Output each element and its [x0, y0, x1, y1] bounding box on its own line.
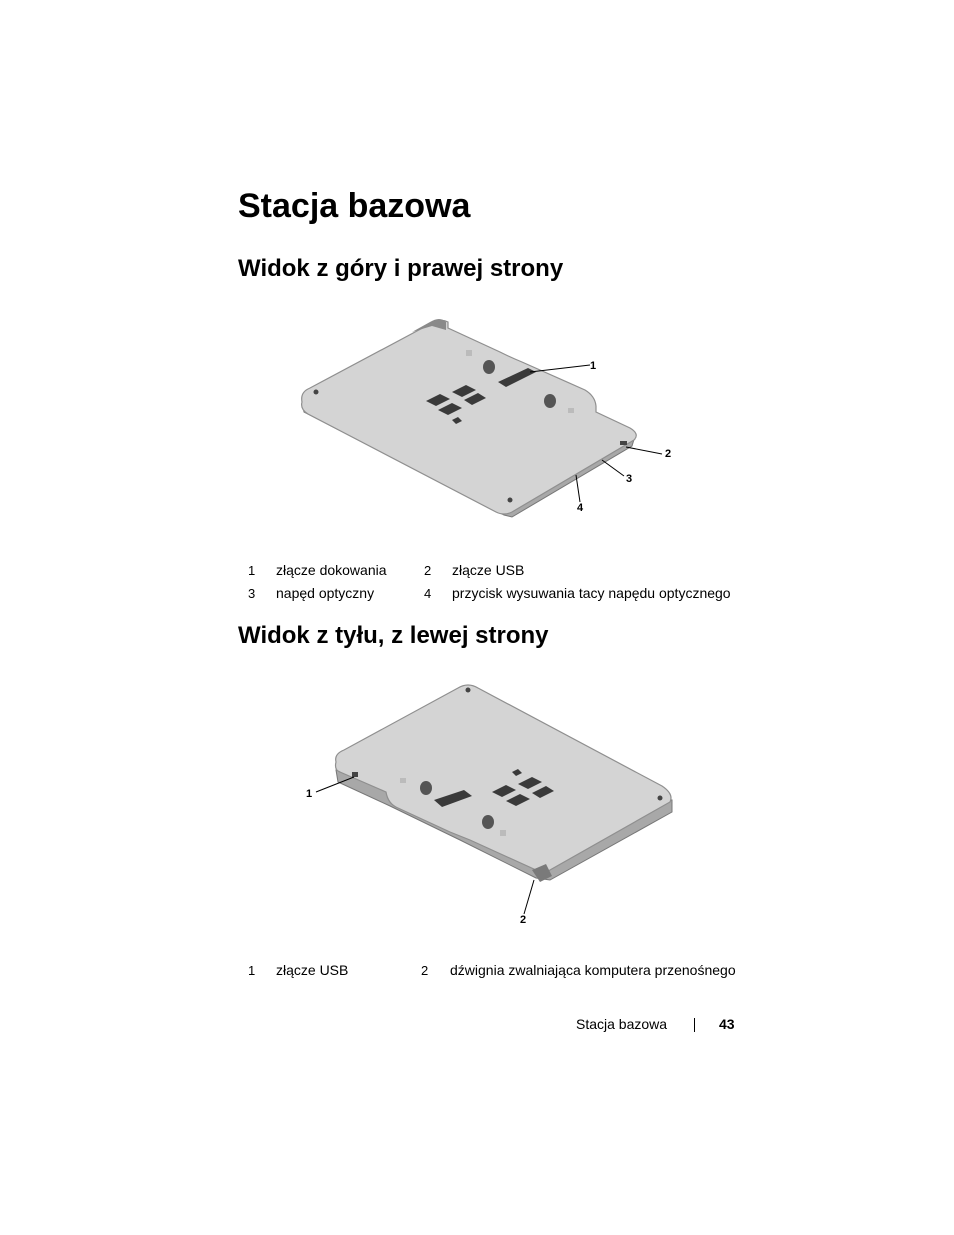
small-bump-1 — [466, 350, 472, 356]
legend1-label-1: złącze dokowania — [276, 562, 387, 578]
callout-2: 2 — [520, 914, 527, 926]
leader-line-4 — [576, 475, 580, 502]
leader-line-1 — [530, 365, 590, 372]
guide-pin-1 — [483, 360, 495, 374]
dock-top-surface — [302, 320, 637, 514]
small-bump-2 — [568, 408, 574, 413]
legend2-num-2: 2 — [421, 963, 429, 978]
dock-top-surface — [336, 685, 672, 873]
legend2-label-1: złącze USB — [276, 962, 349, 978]
foot-2 — [508, 498, 513, 503]
legend1-label-2: złącze USB — [452, 562, 525, 578]
callout-3: 3 — [626, 473, 633, 485]
legend1-num-2: 2 — [424, 563, 432, 578]
legend1-num-3: 3 — [248, 586, 256, 601]
foot-2 — [658, 796, 663, 801]
page-title: Stacja bazowa — [238, 187, 471, 225]
guide-pin-1 — [420, 781, 432, 795]
legend2-label-2: dźwignia zwalniająca komputera przenośnego — [450, 962, 736, 978]
leader-line-3 — [602, 460, 624, 476]
callout-1: 1 — [590, 360, 597, 372]
callout-4: 4 — [577, 502, 584, 514]
legend1-num-1: 1 — [248, 563, 256, 578]
callout-1: 1 — [306, 788, 313, 800]
footer-page-number: 43 — [719, 1016, 735, 1032]
section-heading-top-right-view: Widok z góry i prawej strony — [238, 255, 564, 282]
dock-top-right-view-illustration — [290, 310, 680, 530]
usb-port — [352, 772, 358, 777]
small-bump-2 — [500, 830, 506, 836]
guide-pin-2 — [544, 394, 556, 408]
foot-1 — [314, 390, 319, 395]
usb-port — [620, 441, 627, 445]
legend1-label-3: napęd optyczny — [276, 585, 375, 601]
footer-section-name: Stacja bazowa — [576, 1016, 668, 1032]
small-bump-1 — [400, 778, 406, 783]
footer-separator — [694, 1018, 695, 1032]
section-heading-back-left-view: Widok z tyłu, z lewej strony — [238, 622, 549, 649]
legend1-num-4: 4 — [424, 586, 432, 601]
foot-1 — [466, 688, 471, 693]
guide-pin-2 — [482, 815, 494, 829]
dock-back-left-view-illustration — [300, 680, 690, 920]
legend2-num-1: 1 — [248, 963, 256, 978]
leader-line-2 — [524, 880, 534, 914]
leader-line-2 — [626, 447, 662, 454]
callout-2: 2 — [665, 448, 672, 460]
legend1-label-4: przycisk wysuwania tacy napędu optycznego — [452, 585, 731, 601]
